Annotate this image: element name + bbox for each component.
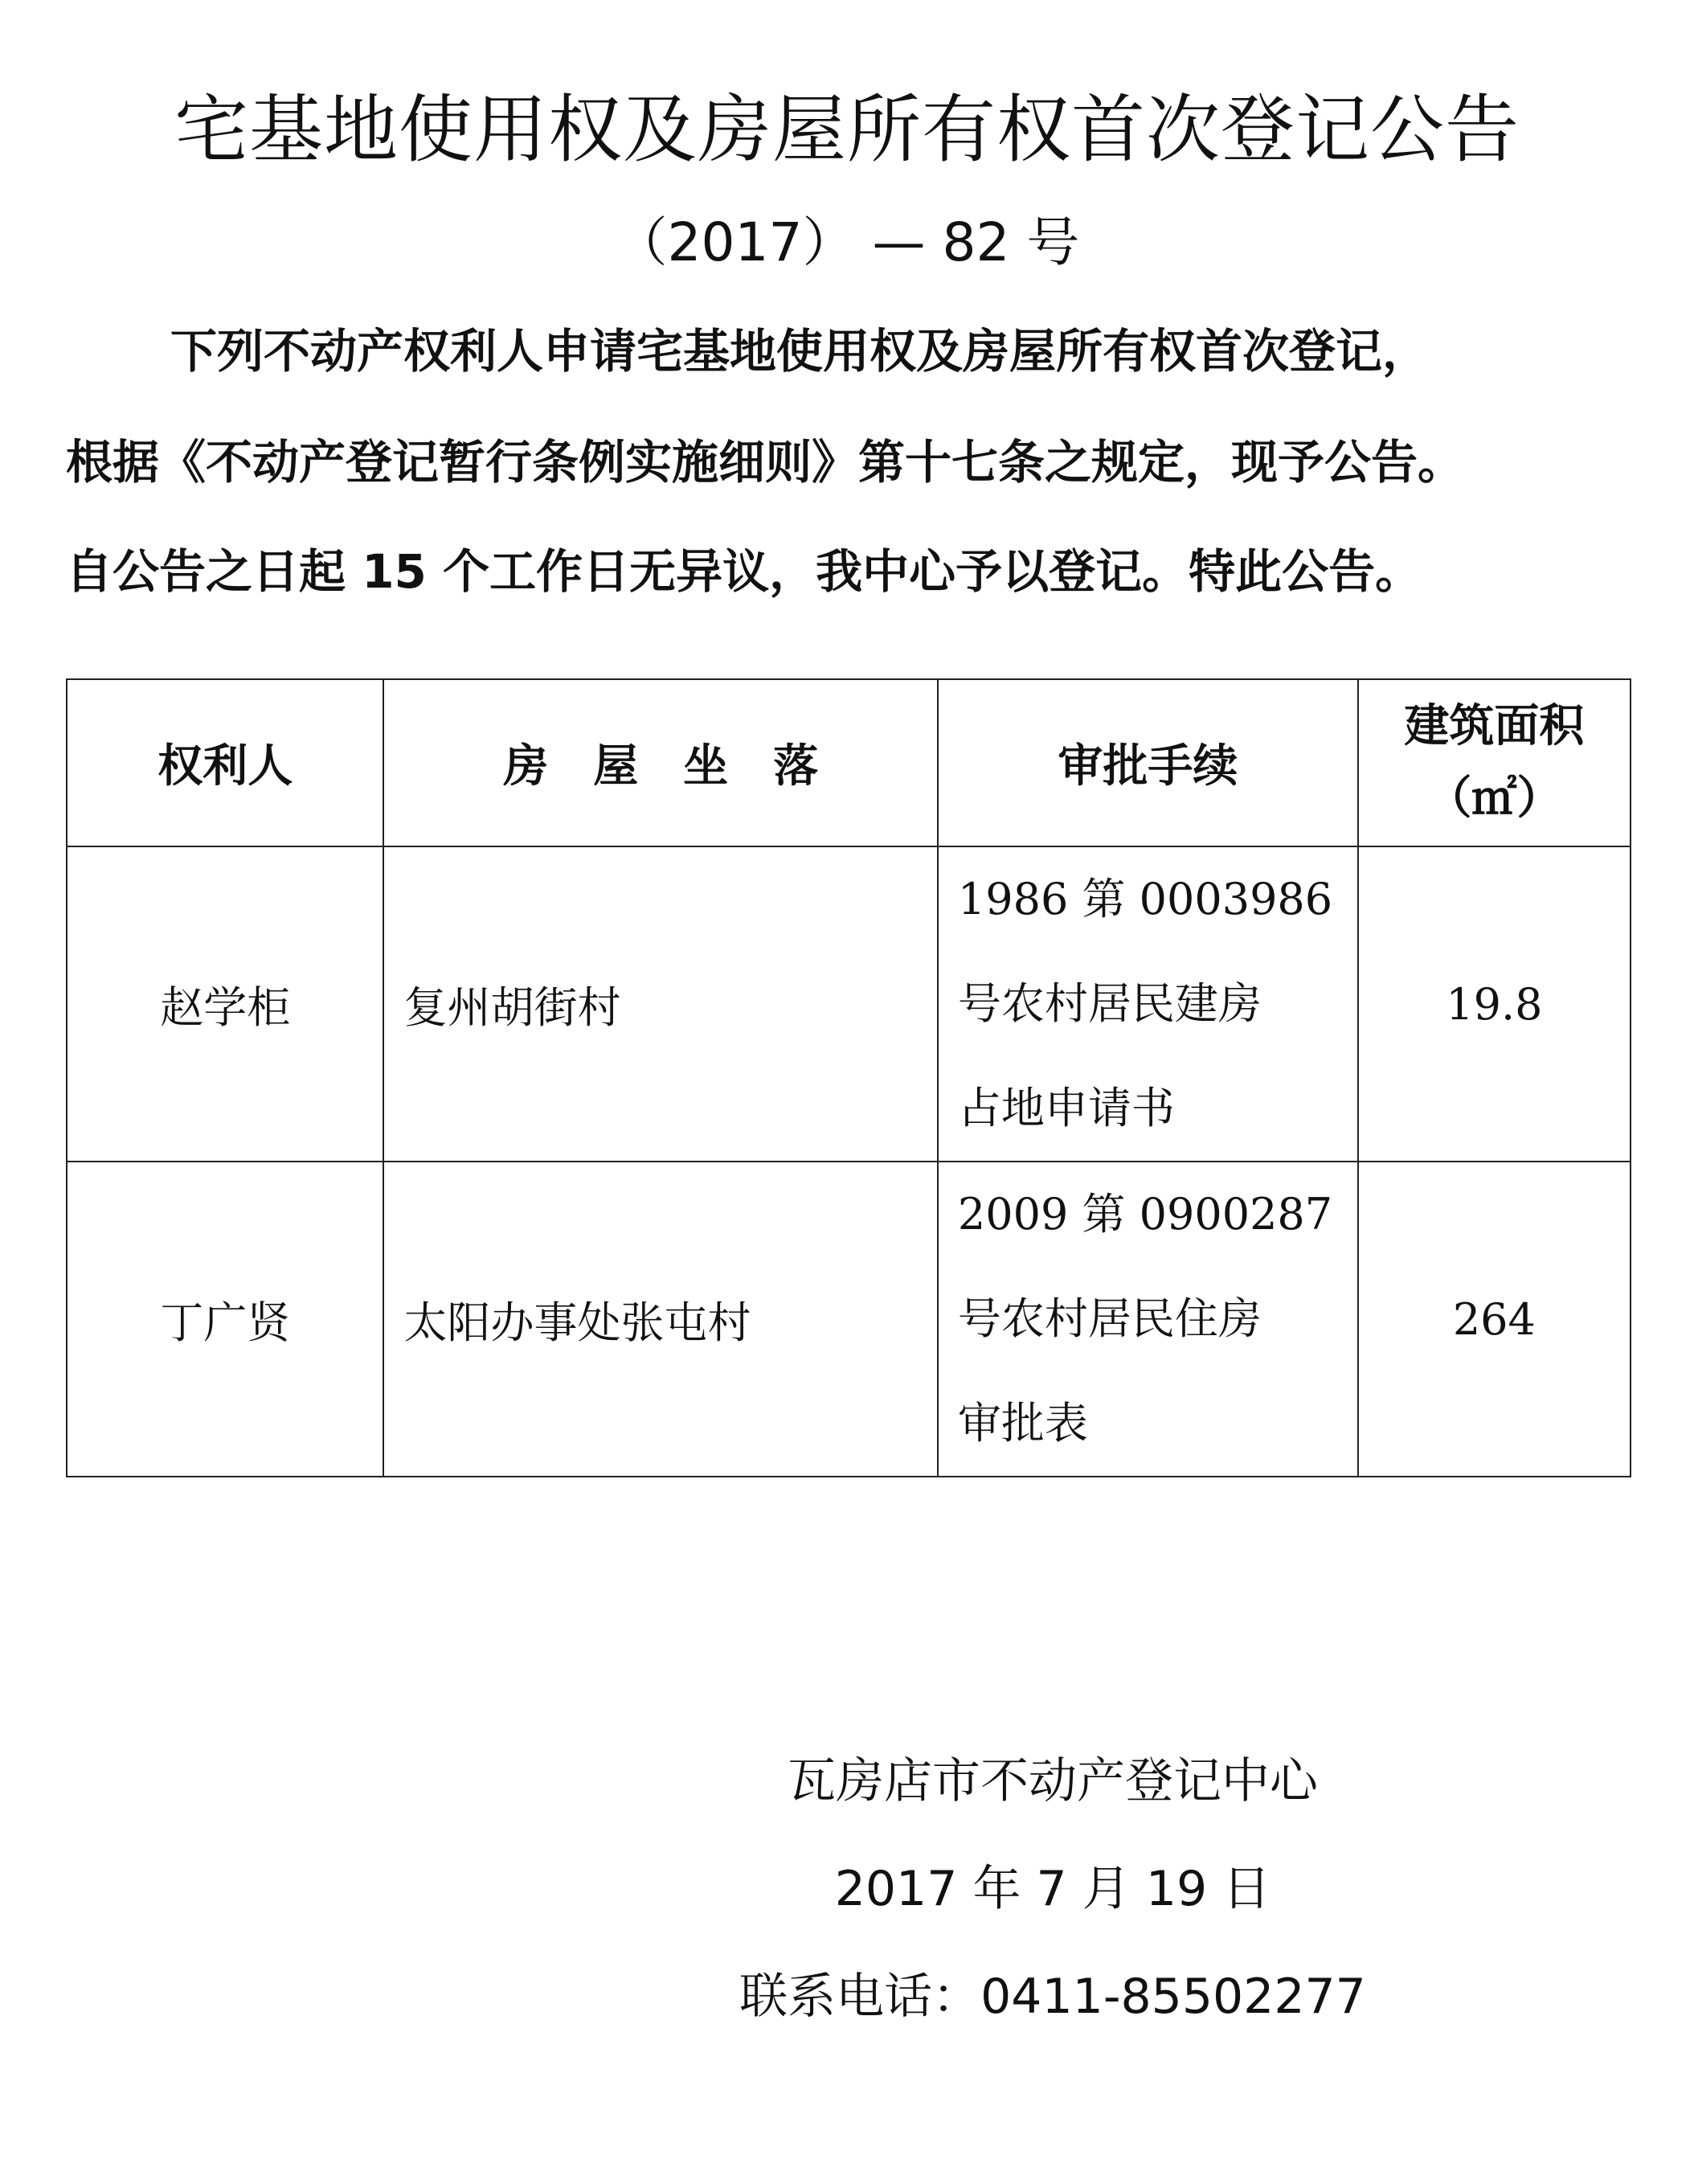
notice-title: 宅基地使用权及房屋所有权首次登记公告 <box>174 87 1520 173</box>
cell-approval-line-1: 1986 第 0003986 <box>957 874 1333 924</box>
contact-phone: 联系电话：0411-85502277 <box>739 1969 1366 2025</box>
cell-location-text: 太阳办事处张屯村 <box>403 1297 751 1348</box>
header-area <box>1358 679 1631 846</box>
cell-approval-line-2: 号农村居民建房 <box>957 978 1262 1029</box>
table-header-row <box>67 679 1631 846</box>
cell-area: 264 <box>1358 1162 1631 1477</box>
header-owner: 权利人 <box>67 679 383 846</box>
header-area-label: 建筑面积 <box>1404 700 1585 752</box>
notice-number: （2017） — 82 号 <box>614 211 1080 273</box>
cell-approval <box>938 846 1358 1162</box>
table-row <box>67 846 1631 1162</box>
intro-line-3: 自公告之日起 15 个工作日无异议，我中心予以登记。特此公告。 <box>66 544 1422 599</box>
registration-table <box>66 678 1631 1477</box>
intro-line-2: 根据《不动产登记暂行条例实施细则》第十七条之规定，现予公告。 <box>66 435 1465 490</box>
cell-owner: 丁广贤 <box>67 1162 383 1477</box>
cell-area: 19.8 <box>1358 846 1631 1162</box>
cell-owner: 赵学柜 <box>67 846 383 1162</box>
issuer-name: 瓦房店市不动产登记中心 <box>788 1753 1318 1809</box>
table-row <box>67 1162 1631 1477</box>
cell-approval-line-3: 审批表 <box>957 1398 1088 1448</box>
cell-location <box>383 1162 937 1477</box>
cell-approval-line-2: 号农村居民住房 <box>957 1293 1262 1344</box>
header-location: 房 屋 坐 落 <box>383 679 937 846</box>
issue-date: 2017 年 7 月 19 日 <box>834 1861 1271 1917</box>
cell-approval <box>938 1162 1358 1477</box>
intro-line-1: 下列不动产权利人申请宅基地使用权及房屋所有权首次登记， <box>170 324 1430 379</box>
header-approval: 审批手续 <box>938 679 1358 846</box>
header-area-unit: （㎡） <box>1426 772 1562 825</box>
cell-location <box>383 846 937 1162</box>
cell-location-text: 复州胡街村 <box>403 981 621 1033</box>
cell-approval-line-3: 占地申请书 <box>957 1083 1175 1133</box>
cell-approval-line-1: 2009 第 0900287 <box>957 1189 1333 1240</box>
